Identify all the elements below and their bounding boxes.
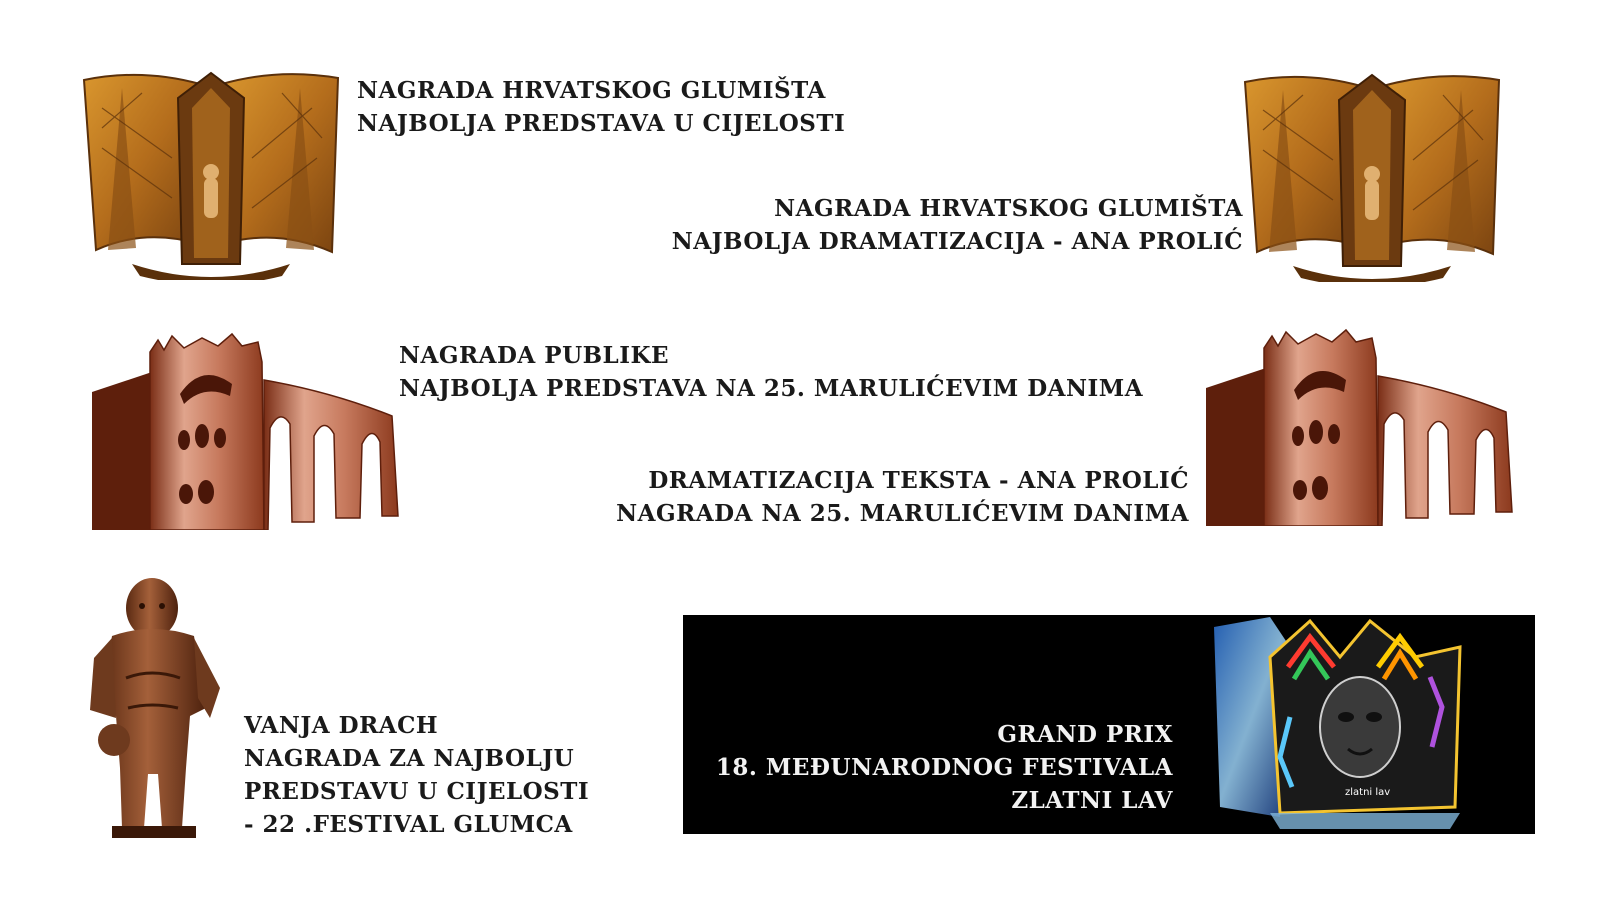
caption-line: 18. MEĐUNARODNOG FESTIVALA (715, 754, 1173, 781)
award-caption-6 (716, 718, 1173, 817)
caption-line: DRAMATIZACIJA TEKSTA - ANA PROLIĆ (648, 467, 1189, 494)
caption-line: NAGRADA HRVATSKOG GLUMIŠTA (774, 195, 1243, 222)
award-caption-1 (357, 74, 845, 140)
caption-line: NAGRADA HRVATSKOG GLUMIŠTA (357, 77, 826, 104)
copper-palace-trophy-icon (1206, 328, 1516, 526)
caption-line: NAJBOLJA DRAMATIZACIJA - ANA PROLIĆ (671, 228, 1243, 255)
caption-line: NAJBOLJA PREDSTAVA U CIJELOSTI (357, 110, 846, 137)
award-caption-2 (672, 192, 1243, 258)
award-caption-3 (399, 339, 1143, 405)
bronze-book-trophy-icon (1243, 70, 1501, 282)
copper-palace-trophy-icon (92, 332, 402, 530)
bronze-book-trophy-icon (82, 68, 340, 280)
caption-line: NAGRADA ZA NAJBOLJU (244, 745, 575, 772)
caption-line: GRAND PRIX (997, 721, 1173, 748)
bronze-figure-statue-icon (82, 578, 226, 840)
zlatni-lav-glass-trophy-icon (1210, 617, 1475, 832)
caption-line: NAGRADA NA 25. MARULIĆEVIM DANIMA (616, 500, 1189, 527)
caption-line: VANJA DRACH (244, 712, 439, 739)
caption-line: NAGRADA PUBLIKE (399, 342, 670, 369)
caption-line: NAJBOLJA PREDSTAVA NA 25. MARULIĆEVIM DANIMA (399, 375, 1144, 402)
caption-line: PREDSTAVU U CIJELOSTI (244, 778, 590, 805)
trophy-label: zlatni lav (1345, 787, 1391, 798)
award-caption-5 (244, 709, 589, 841)
caption-line: ZLATNI LAV (1011, 787, 1173, 814)
award-caption-4 (616, 464, 1189, 530)
caption-line: - 22 .FESTIVAL GLUMCA (244, 811, 573, 838)
